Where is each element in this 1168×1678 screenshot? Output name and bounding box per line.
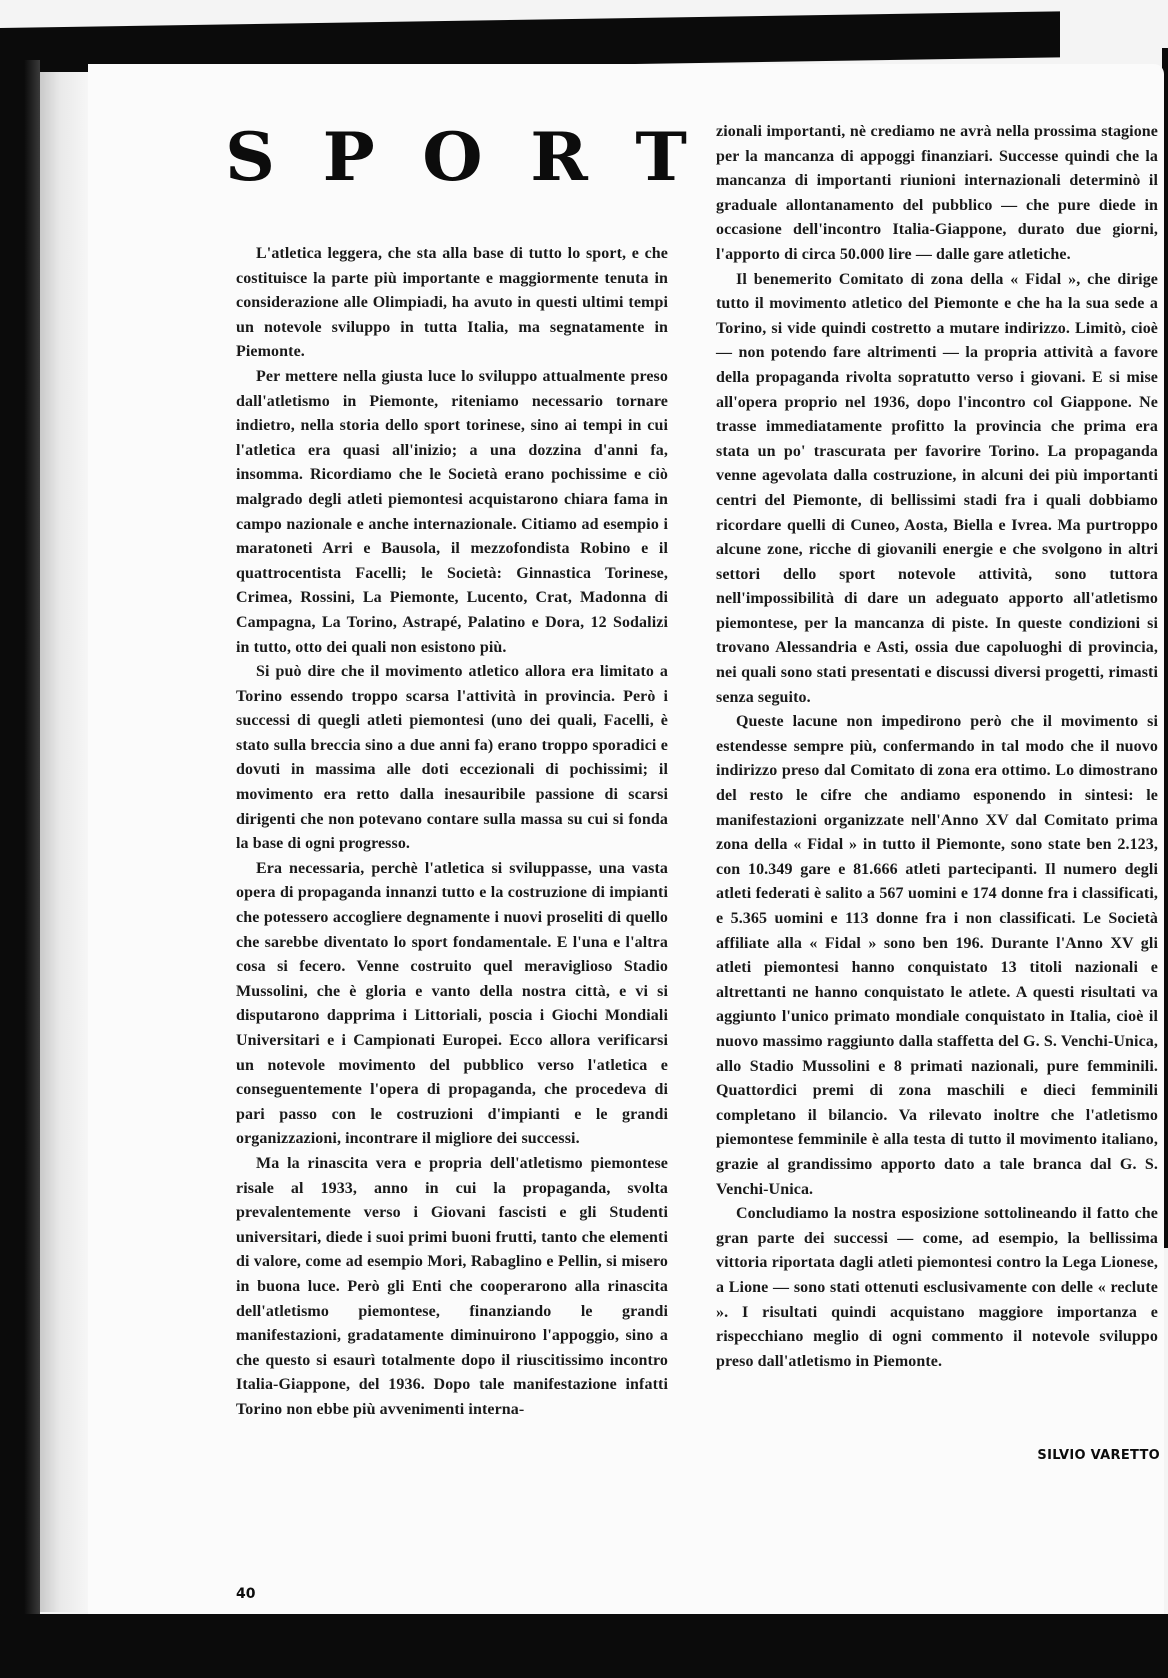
paragraph: Concludiamo la nostra esposizione sottolineando il fatto che gran parte dei successi — come, ad esempio, la bellissima vittoria riportata dagli atleti piemontesi contro la Lega Lionese, a Lione — sono stati ottenuti esclusivamente con delle « reclute ». I risultati quindi acquistano maggiore importanza e rispecchiano meglio di ogni commento il notevole sviluppo preso dall'atletismo in Piemonte. [716,1205,1158,1370]
article-title [225,118,687,196]
article-column-right [716,120,1158,1374]
author-signature: SILVIO VARETTO [1037,1448,1160,1463]
scan-border-bottom [0,1614,1168,1678]
paragraph: Per mettere nella giusta luce lo sviluppo attualmente preso dall'atletismo in Piemonte, riteniamo necessario tornare indietro, nella storia dello sport torinese, sino ai tempi in cui l'atletica era quasi all'inizio; a una dozzina d'anni fa, insomma. Ricordiamo che le Società erano pochissime e ciò malgrado degli atleti piemontesi acquistarono chiara fama in campo nazionale e anche internazionale. Citiamo ad esempio i maratoneti Arri e Bausola, il mezzofondista Robino e il quattrocentista Facelli; le Società: Ginnastica Torinese, Crimea, Rossini, La Piemonte, Lucento, Crat, Madonna di Campagna, La Torino, Astrapé, Palatino e Dora, 12 Sodalizi in tutto, otto dei quali non esistono più. [236,367,668,656]
paragraph: Queste lacune non impedirono però che il movimento si estendesse sempre più, confermando in tal modo che il nuovo indirizzo preso dal Comitato di zona era ottimo. Lo dimostrano del resto le cifre che andiamo esponendo in sintesi: le manifestazioni organizzate nell'Anno XV dal Comitato prima zona della « Fidal » in tutto il Piemonte, sono state ben 2.123, con 10.349 gare e 81.666 atleti partecipanti. Il numero degli atleti federati è salito a 567 uomini e 174 donne fra i classificati, e 5.365 uomini e 113 donne fra i non classificati. Le Società affiliate alla « Fidal » sono ben 196. Durante l'Anno XV gli atleti piemontesi hanno conquistato 13 titoli nazionali e altrettanti ne hanno conquistato le atlete. A questi risultati va aggiunto l'unico primato mondiale conquistato in Italia, cioè il nuovo massimo raggiunto dalla staffetta del G. S. Venchi-Unica, allo Stadio Mussolini e 8 primati nazionali, pure femminili. Quattordici premi di zona maschili e dieci femminili completano il bilancio. Va rilevato inoltre che l'atletismo piemontese femminile è alla testa di tutto il movimento italiano, grazie al grandissimo apporto dato a tale branca dal G. S. Venchi-Unica. [716,713,1158,1198]
page-number: 40 [236,1586,256,1602]
title-letter: R [530,118,588,196]
paragraph: L'atletica leggera, che sta alla base di tutto lo sport, e che costituisce la parte più importante e maggiormente tenuta in considerazione alle Olimpiadi, ha avuto in questi ultimi tempi un notevole sviluppo in tutta Italia, ma segnatamente in Piemonte. [236,245,668,361]
title-letter: O [422,118,483,196]
article-column-left [236,242,668,1423]
paragraph: Il benemerito Comitato di zona della « Fidal », che dirige tutto il movimento atletico del Piemonte e che ha la sua sede a Torino, si vide quindi costretto a mutare indirizzo. Limitò, cioè — non potendo fare altrimenti — la propria attività a favore della propaganda rivolta sopratutto verso i giovani. E si mise all'opera proprio nel 1936, dopo l'incontro col Giappone. Ne trasse immediatamente profitto la provincia che prima era stata un po' trascurata per favorire Torino. La propaganda venne agevolata dalla costruzione, in alcuni dei più importanti centri del Piemonte, di bellissimi stadi fra i quali dobbiamo ricordare quelli di Cuneo, Aosta, Biella e Ivrea. Ma purtroppo alcune zone, ricche di giovanili energie e che svolgono in altri settori dello sport notevole attività, sono tuttora nell'impossibilità di dare un adeguato apporto all'atletismo piemontese, per la mancanza di piste. In queste condizioni si trovano Alessandria e Asti, ossia due capoluoghi di provincia, nei quali sono stati presentati e discussi diversi progetti, rimasti senza seguito. [716,270,1158,706]
page-gutter-shadow [40,72,90,1612]
paragraph-continuation: zionali importanti, nè crediamo ne avrà nella prossima stagione per la mancanza di appoggi finanziari. Successe quindi che la mancanza di importanti riunioni internazionali determinò il graduale allontanamento del pubblico — che pure diede in occasione dell'incontro Italia-Giappone, durato due giorni, l'apporto di circa 50.000 lire — dalle gare atletiche. [716,123,1158,263]
title-letter: P [322,118,375,196]
paragraph: Era necessaria, perchè l'atletica si sviluppasse, una vasta opera di propaganda innanzi tutto e la costruzione di impianti che potessero accogliere degnamente i nuovi proseliti di quello che sarebbe diventato lo sport fondamentale. E l'una e l'altra cosa si fecero. Venne costruito quel meraviglioso Stadio Mussolini, che è gloria e vanto della nostra città, e vi si disputarono dapprima i Littoriali, poscia i Giochi Mondiali Universitari e i Campionati Europei. Ecco allora verificarsi un notevole movimento del pubblico verso l'atletica e conseguentemente l'opera di propaganda, che procedeva di pari passo con le costruzioni d'impianti e le grandi organizzazioni, incontrare il migliore dei successi. [236,859,668,1148]
paragraph: Si può dire che il movimento atletico allora era limitato a Torino essendo troppo scarsa l'attività in provincia. Però i successi di quegli atleti piemontesi (uno dei quali, Facelli, è stato sulla breccia sino a due anni fa) erano troppo sporadici e dovuti in massima alle doti eccezionali di pochissimi; il movimento era retto dalla inesauribile passione di scarsi dirigenti che non potevano contare sulla massa su cui si fonda la base di ogni progresso. [236,663,668,853]
title-letter: T [635,118,687,196]
title-letter: S [225,118,276,196]
scan-border-left [0,60,40,1678]
paragraph: Ma la rinascita vera e propria dell'atletismo piemontese risale al 1933, anno in cui la propaganda, svolta prevalentemente verso i Giovani fascisti e gli Studenti universitari, diede i suoi primi buoni frutti, tanto che elementi di valore, come ad esempio Mori, Rabaglino e Pellin, si misero in buona luce. Però gli Enti che cooperarono alla rinascita dell'atletismo piemontese, finanziando le grandi manifestazioni, gradatamente diminuirono l'appoggio, sino a che questo si esaurì totalmente dopo il riuscitissimo incontro Italia-Giappone, del 1936. Dopo tale manifestazione infatti Torino non ebbe più avvenimenti interna- [236,1154,668,1418]
